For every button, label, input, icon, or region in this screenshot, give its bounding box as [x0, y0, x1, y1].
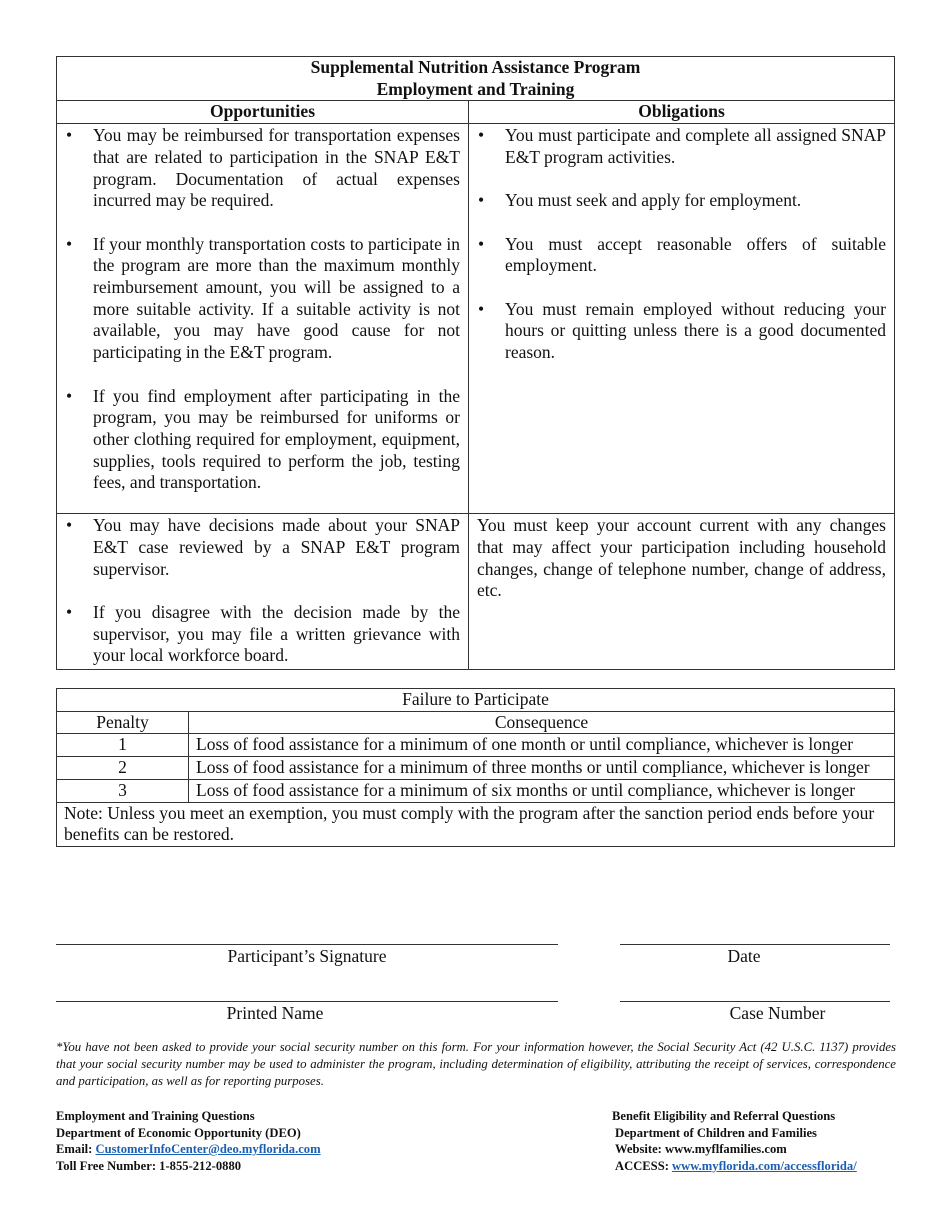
failure-to-participate-table [56, 688, 895, 847]
date-label: Date [727, 946, 761, 966]
case-number-line[interactable] [620, 1001, 890, 1002]
list-item: • You may be reimbursed for transportation expenses that are related to participation in the SNAP E&T program. Documentation of actual expenses incurred may be required. [93, 125, 460, 212]
participant-signature-label: Participant’s Signature [227, 946, 387, 966]
opportunities-obligations-table [56, 56, 895, 670]
list-item: • You must accept reasonable offers of suitable employment. [505, 234, 886, 277]
list-item: • You must remain employed without reducing your hours or quitting unless there is a good documented reason. [505, 299, 886, 364]
opportunities-header: Opportunities [57, 101, 469, 124]
table-row [57, 757, 895, 780]
signature-line[interactable] [56, 944, 558, 945]
printed-name-label: Printed Name [226, 1003, 324, 1023]
opportunities-cell [57, 124, 469, 514]
contact-heading: Employment and Training Questions [56, 1109, 255, 1123]
contact-dept: Department of Economic Opportunity (DEO) [56, 1125, 301, 1140]
access-link[interactable]: www.myflorida.com/accessflorida/ [672, 1158, 857, 1173]
note: Note: Unless you meet an exemption, you must comply with the program after the sanction period ends before your benefits can be restored. [57, 802, 895, 846]
contact-heading: Benefit Eligibility and Referral Questions [612, 1109, 836, 1123]
table-row [57, 734, 895, 757]
contact-dept: Department of Children and Families [615, 1125, 817, 1140]
table-title [57, 57, 895, 101]
obligations-cell [469, 514, 895, 670]
email-link[interactable]: CustomerInfoCenter@deo.myflorida.com [95, 1142, 321, 1156]
list-item: • You must seek and apply for employment. [505, 190, 886, 212]
list-item: • You may have decisions made about your SNAP E&T case reviewed by a SNAP E&T program supervisor. [93, 515, 460, 580]
opportunities-cell [57, 514, 469, 670]
table-row [57, 779, 895, 802]
list-item: • You must participate and complete all assigned SNAP E&T program activities. [505, 125, 886, 168]
consequence: Loss of food assistance for a minimum of three months or until compliance, whichever is longer [189, 757, 895, 780]
benefit-contact [612, 1108, 857, 1174]
failure-title: Failure to Participate [57, 689, 895, 712]
account-obligation: You must keep your account current with any changes that may affect your participation including household changes, change of telephone number, change of address, etc. [477, 515, 886, 601]
ssn-footnote: *You have not been asked to provide your social security number on this form. For your information however, the Social Security Act (42 U.S.C. 1137) provides that your social security number may be used to administer the program, including determination of eligibility, attributing the receipt of services, correspondence and participation, as well as for reporting purposes. [56, 1040, 896, 1088]
contact-website: Website: www.myflfamilies.com [615, 1142, 787, 1156]
access-label: ACCESS: [615, 1158, 673, 1173]
list-item: • If you disagree with the decision made by the supervisor, you may file a written grievance with your local workforce board. [93, 602, 460, 667]
list-item: • If your monthly transportation costs to participate in the program are more than the maximum monthly reimbursement amount, you will be assigned to a more suitable activity. If a suitable activity is not available, you may have good cause for not participating in the E&T program. [93, 234, 460, 364]
program-subtitle: Employment and Training [376, 78, 575, 99]
case-number-label: Case Number [729, 1003, 826, 1023]
program-title: Supplemental Nutrition Assistance Program [310, 57, 641, 77]
penalty: 1 [57, 734, 189, 757]
consequence: Loss of food assistance for a minimum of six months or until compliance, whichever is longer [189, 779, 895, 802]
et-contact [56, 1108, 321, 1174]
consequence-header: Consequence [189, 711, 895, 734]
printed-name-line[interactable] [56, 1001, 558, 1002]
email-label: Email: [56, 1142, 96, 1156]
list-item: • If you find employment after participating in the program, you may be reimbursed for uniforms or other clothing required for employment, equipment, supplies, tools required to perform the job, testing fees, and transportation. [93, 386, 460, 495]
penalty: 3 [57, 779, 189, 802]
penalty-header: Penalty [57, 711, 189, 734]
consequence: Loss of food assistance for a minimum of one month or until compliance, whichever is longer [189, 734, 895, 757]
contact-phone: Toll Free Number: 1-855-212-0880 [56, 1158, 242, 1173]
obligations-cell [469, 124, 895, 514]
date-line[interactable] [620, 944, 890, 945]
obligations-header: Obligations [469, 101, 895, 124]
penalty: 2 [57, 757, 189, 780]
